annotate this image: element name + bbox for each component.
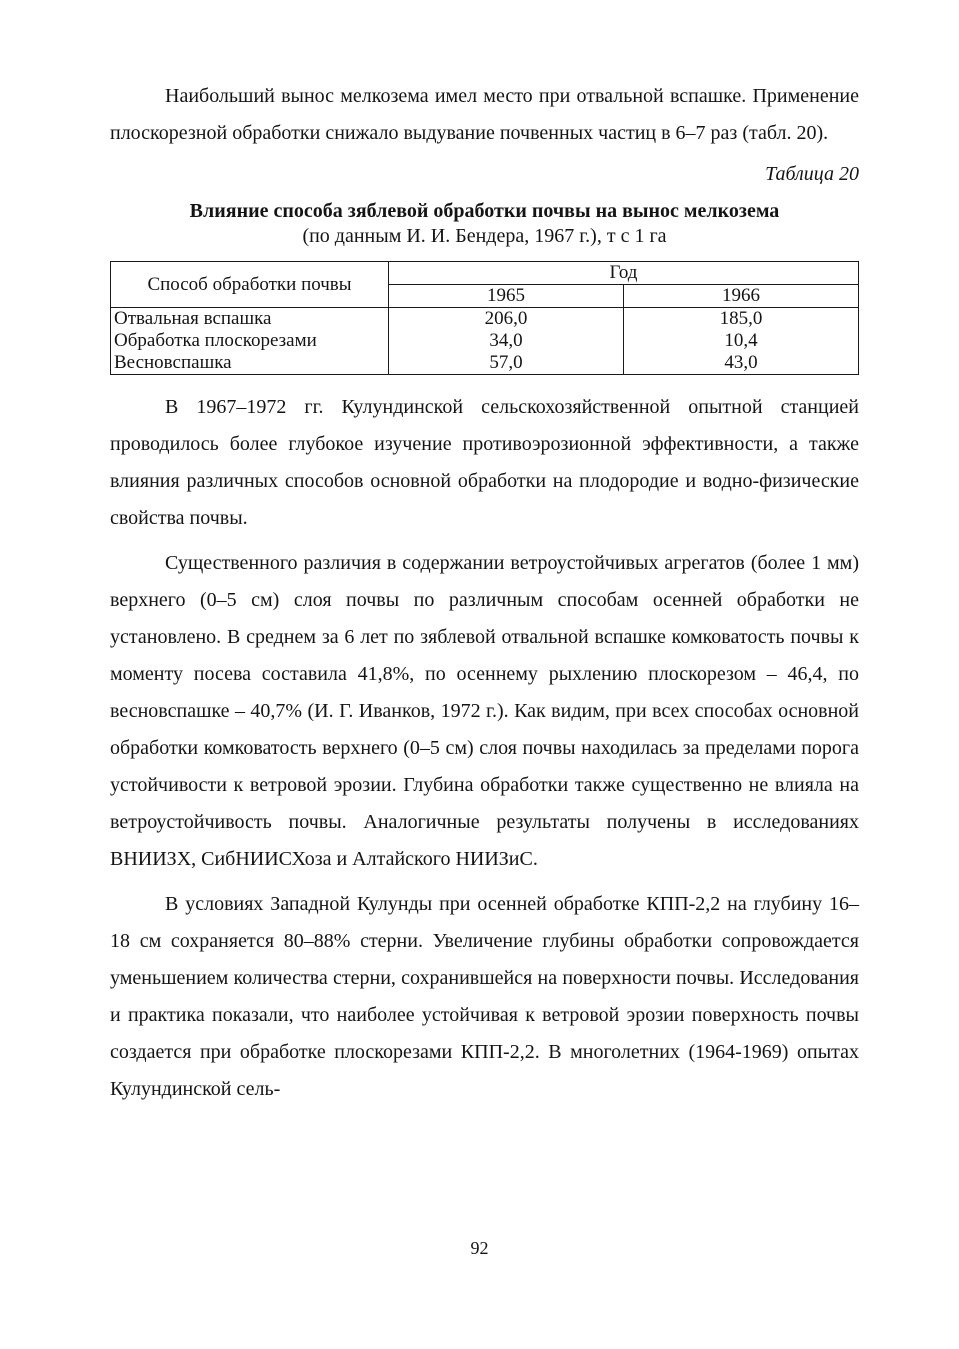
year-1965-header: 1965 [389, 285, 624, 308]
document-page [110, 78, 859, 1108]
page-number: 92 [470, 1238, 489, 1258]
year-1966-header: 1966 [624, 285, 859, 308]
paragraph-3: В условиях Западной Кулунды при осенней обработке КПП-2,2 на глубину 16–18 см сохраняется 80–88% стерни. Увеличение глубины обработки сопровождается уменьшением количества стерни, сохранившейся на поверхности почвы. Исследования и практика показали, что наиболее устойчивая к ветровой эрозии поверхность почвы создается при обработке плоскорезами КПП-2,2. В многолетних (1964-1969) опытах Кулундинской сель- [110, 893, 859, 1100]
table-row [111, 330, 859, 352]
value-cell: 10,4 [624, 330, 859, 352]
value-cell: 43,0 [624, 352, 859, 375]
table-title: Влияние способа зяблевой обработки почвы на вынос мелкозема [189, 200, 780, 222]
year-column-header: Год [389, 262, 859, 285]
method-cell: Весновспашка [111, 352, 389, 375]
value-cell: 57,0 [389, 352, 624, 375]
value-cell: 185,0 [624, 308, 859, 331]
value-cell: 34,0 [389, 330, 624, 352]
paragraph-1: В 1967–1972 гг. Кулундинской сельскохозяйственной опытной станцией проводилось более глубокое изучение противоэрозионной эффективности, а также влияния различных способов основной обработки на плодородие и водно-физические свойства почвы. [110, 396, 859, 529]
value-cell: 206,0 [389, 308, 624, 331]
data-table [110, 261, 859, 375]
table-row [111, 352, 859, 375]
table-subtitle: (по данным И. И. Бендера, 1967 г.), т с 1 га [302, 225, 667, 247]
table-label: Таблица 20 [765, 163, 859, 185]
intro-paragraph: Наибольший вынос мелкозема имел место при отвальной вспашке. Применение плоскорезной обработки снижало выдувание почвенных частиц в 6–7 раз (табл. 20). [110, 85, 859, 144]
method-cell: Обработка плоскорезами [111, 330, 389, 352]
table-row [111, 308, 859, 331]
paragraph-2: Существенного различия в содержании ветроустойчивых агрегатов (более 1 мм) верхнего (0–5 см) слоя почвы по различным способам осенней обработки не установлено. В среднем за 6 лет по зяблевой отвальной вспашке комковатость почвы к моменту посева составила 41,8%, по осеннему рыхлению плоскорезом – 46,4, по весновспашке – 40,7% (И. Г. Иванков, 1972 г.). Как видим, при всех способах основной обработки комковатость верхнего (0–5 см) слоя почвы находилась за пределами порога устойчивости к ветровой эрозии. Глубина обработки также существенно не влияла на ветроустойчивость почвы. Аналогичные результаты получены в исследованиях ВНИИЗХ, СибНИИСХоза и Алтайского НИИЗиС. [110, 552, 859, 870]
method-cell: Отвальная вспашка [111, 308, 389, 331]
method-column-header: Способ обработки почвы [111, 262, 389, 308]
